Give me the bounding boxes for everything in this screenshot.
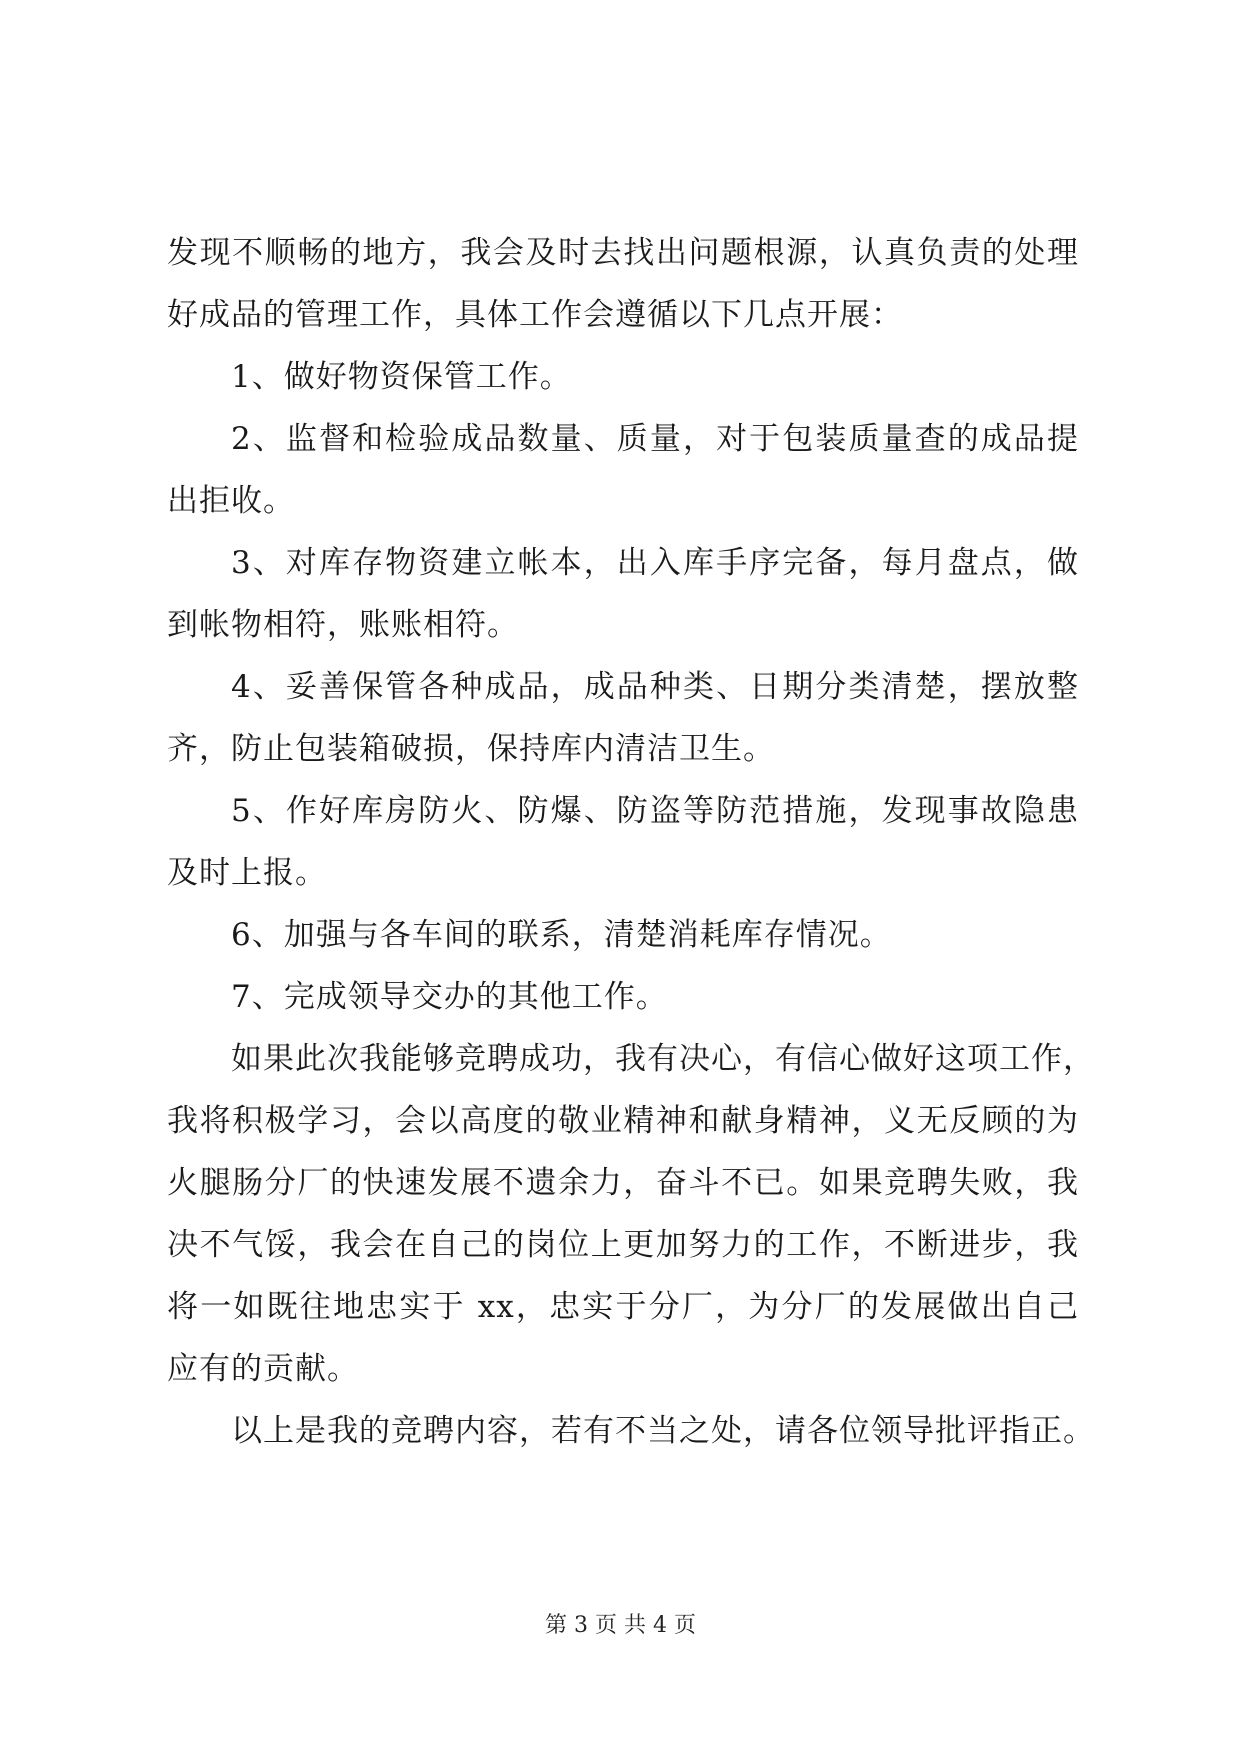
paragraph-line-5: 将一如既往地忠实于 xx，忠实于分厂，为分厂的发展做出自己 — [167, 1289, 1079, 1325]
page-number-label: 第 3 页 共 4 页 — [545, 1613, 696, 1638]
list-item-4-continued: 齐，防止包装箱破损，保持库内清洁卫生。 — [167, 731, 775, 767]
paragraph-line-4: 决不气馁，我会在自己的岗位上更加努力的工作，不断进步，我 — [167, 1227, 1079, 1263]
paragraph-line-3: 火腿肠分厂的快速发展不遗余力，奋斗不已。如果竞聘失败，我 — [167, 1165, 1079, 1201]
body-line-1: 发现不顺畅的地方，我会及时去找出问题根源，认真负责的处理 — [167, 235, 1079, 271]
list-item-4: 4、妥善保管各种成品，成品种类、日期分类清楚，摆放整 — [231, 669, 1079, 705]
list-item-3: 3、对库存物资建立帐本，出入库手序完备，每月盘点，做 — [231, 545, 1079, 581]
list-item-1: 1、做好物资保管工作。 — [231, 359, 572, 395]
closing-line: 以上是我的竞聘内容，若有不当之处，请各位领导批评指正。 — [231, 1413, 1095, 1449]
paragraph-line-1: 如果此次我能够竞聘成功，我有决心，有信心做好这项工作， — [231, 1041, 1095, 1077]
list-item-7: 7、完成领导交办的其他工作。 — [231, 979, 668, 1015]
page-footer — [0, 1612, 1241, 1640]
paragraph-line-2: 我将积极学习，会以高度的敬业精神和献身精神，义无反顾的为 — [167, 1103, 1079, 1139]
list-item-5: 5、作好库房防火、防爆、防盗等防范措施，发现事故隐患 — [231, 793, 1079, 829]
list-item-2: 2、监督和检验成品数量、质量，对于包装质量查的成品提 — [231, 421, 1079, 457]
list-item-6: 6、加强与各车间的联系，清楚消耗库存情况。 — [231, 917, 892, 953]
paragraph-line-6: 应有的贡献。 — [167, 1351, 359, 1387]
list-item-3-continued: 到帐物相符，账账相符。 — [167, 607, 519, 643]
list-item-5-continued: 及时上报。 — [167, 855, 327, 891]
document-body — [167, 222, 1095, 1462]
list-item-2-continued: 出拒收。 — [167, 483, 295, 519]
body-line-2: 好成品的管理工作，具体工作会遵循以下几点开展： — [167, 297, 903, 333]
